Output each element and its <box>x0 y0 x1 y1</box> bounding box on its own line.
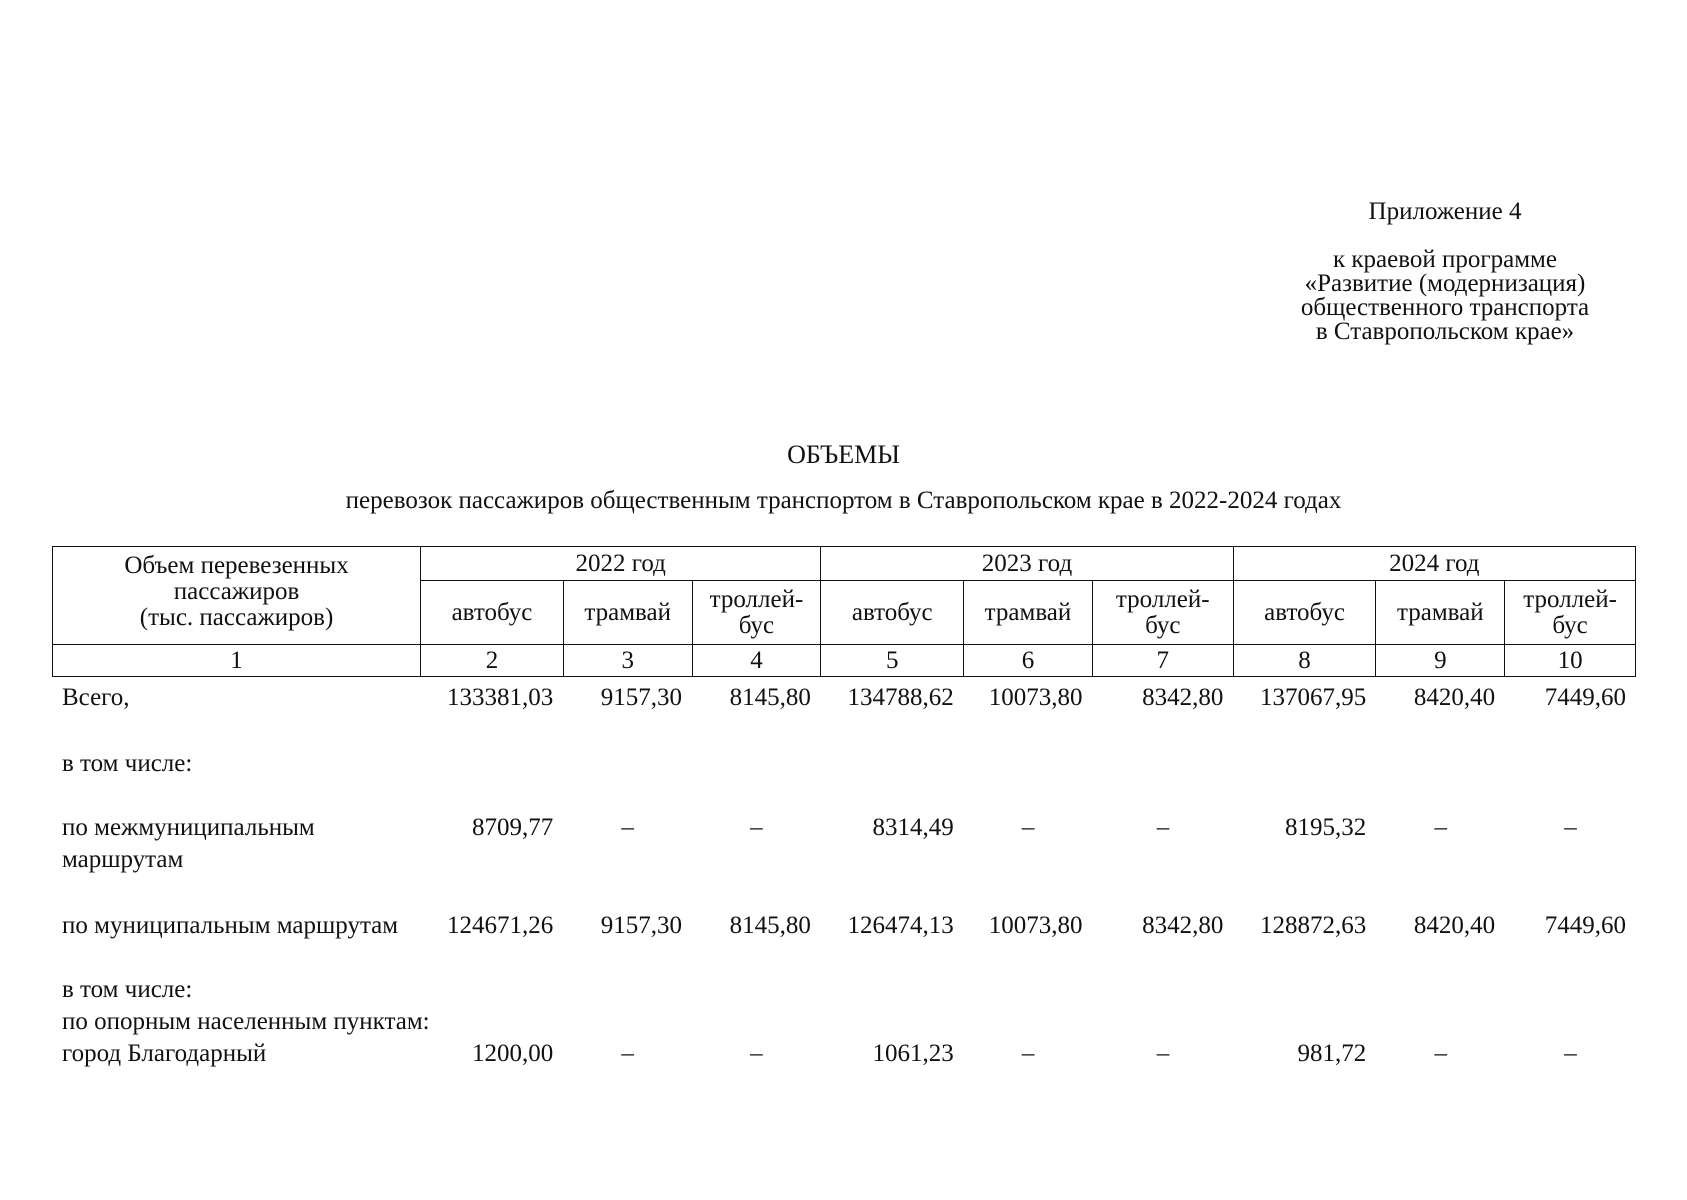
table-cell: 9157,30 <box>600 684 683 711</box>
table-cell: 8342,80 <box>1142 912 1224 939</box>
table-row <box>52 1006 1636 1038</box>
table-cell: 124671,26 <box>446 912 554 939</box>
table-cell: 10073,80 <box>988 912 1083 939</box>
table-cell: 128872,63 <box>1260 912 1367 939</box>
table-row <box>52 682 1636 748</box>
table-cell: – <box>1564 1040 1577 1067</box>
mode-header: автобус <box>421 581 564 645</box>
annex-line: к краевой программе <box>1333 246 1557 273</box>
table-cell: 8420,40 <box>1413 912 1496 939</box>
table-row <box>52 1038 1636 1078</box>
annex-line: «Развитие (модернизация) <box>1304 270 1586 297</box>
table-body <box>52 682 1636 1078</box>
mode-header: троллей- бус <box>692 581 821 645</box>
row-header-line: Объем перевезенных <box>124 552 349 579</box>
column-number: 9 <box>1376 645 1505 677</box>
year-header: 2023 год <box>821 547 1233 581</box>
document-title: ОБЪЕМЫ <box>787 440 900 469</box>
table-cell: – <box>1564 814 1577 841</box>
column-number: 4 <box>692 645 821 677</box>
column-number: 5 <box>821 645 964 677</box>
table-row <box>52 974 1636 1006</box>
mode-header: трамвай <box>563 581 692 645</box>
document-subtitle: перевозок пассажиров общественным транспортом в Ставропольском крае в 2022-2024 годах <box>345 487 1342 514</box>
table-cell: 8420,40 <box>1413 684 1496 711</box>
table-cell: – <box>750 1040 763 1067</box>
table-cell: 8314,49 <box>872 814 954 841</box>
table-cell: – <box>1156 814 1170 841</box>
mode-header: троллей- бус <box>1092 581 1233 645</box>
row-label: город Благодарный <box>62 1040 267 1067</box>
table-row <box>52 910 1636 974</box>
table-cell: – <box>1434 1040 1447 1067</box>
mode-header: автобус <box>1233 581 1376 645</box>
table-row <box>52 812 1636 910</box>
row-label: в том числе: <box>62 750 193 777</box>
mode-header: трамвай <box>964 581 1093 645</box>
table-cell: 126474,13 <box>847 912 954 939</box>
table-header <box>52 546 1636 677</box>
row-label: Всего, <box>62 684 130 711</box>
table-cell: 9157,30 <box>600 912 683 939</box>
table-cell: – <box>1021 814 1035 841</box>
table-cell: 8145,80 <box>729 912 811 939</box>
table-cell: 10073,80 <box>988 684 1083 711</box>
column-number: 7 <box>1092 645 1233 677</box>
table-cell: 134788,62 <box>847 684 954 711</box>
row-header-cell <box>53 547 421 645</box>
table-cell: 8709,77 <box>471 814 554 841</box>
table-cell: 8195,32 <box>1285 814 1367 841</box>
column-number: 10 <box>1505 645 1636 677</box>
table-cell: – <box>750 814 763 841</box>
annex-line: в Ставропольском крае» <box>1315 318 1575 345</box>
table-cell: – <box>621 1040 634 1067</box>
row-label: по опорным населенным пунктам: <box>62 1008 430 1035</box>
table-cell: 1200,00 <box>471 1040 554 1067</box>
table-cell: 8342,80 <box>1142 684 1224 711</box>
row-header-line: пассажиров <box>173 578 300 605</box>
column-number: 1 <box>53 645 421 677</box>
column-number: 6 <box>964 645 1093 677</box>
column-number: 3 <box>563 645 692 677</box>
column-number-row <box>53 645 1636 677</box>
table-cell: – <box>621 814 634 841</box>
table-cell: 8145,80 <box>729 684 811 711</box>
row-label: по межмуниципальным маршрутам <box>62 814 315 873</box>
table-cell: – <box>1156 1040 1170 1067</box>
annex-line: общественного транспорта <box>1300 294 1590 321</box>
mode-header: троллей- бус <box>1505 581 1636 645</box>
row-label: в том числе: <box>62 976 193 1003</box>
annex-label: Приложение 4 <box>1368 198 1522 225</box>
table-cell: 7449,60 <box>1544 912 1626 939</box>
table-cell: – <box>1021 1040 1035 1067</box>
year-header: 2022 год <box>421 547 821 581</box>
row-label: по муниципальным маршрутам <box>62 912 399 939</box>
table-cell: 981,72 <box>1297 1040 1367 1067</box>
table-row <box>52 748 1636 812</box>
table-cell: 133381,03 <box>446 684 554 711</box>
column-number: 8 <box>1233 645 1376 677</box>
table-cell: 7449,60 <box>1544 684 1626 711</box>
table-cell: 137067,95 <box>1260 684 1367 711</box>
column-number: 2 <box>421 645 564 677</box>
mode-header: трамвай <box>1376 581 1505 645</box>
table-cell: 1061,23 <box>872 1040 954 1067</box>
annex-block <box>1270 200 1620 344</box>
mode-header: автобус <box>821 581 964 645</box>
year-header: 2024 год <box>1233 547 1635 581</box>
row-header-line: (тыс. пассажиров) <box>139 604 334 631</box>
table-cell: – <box>1434 814 1447 841</box>
